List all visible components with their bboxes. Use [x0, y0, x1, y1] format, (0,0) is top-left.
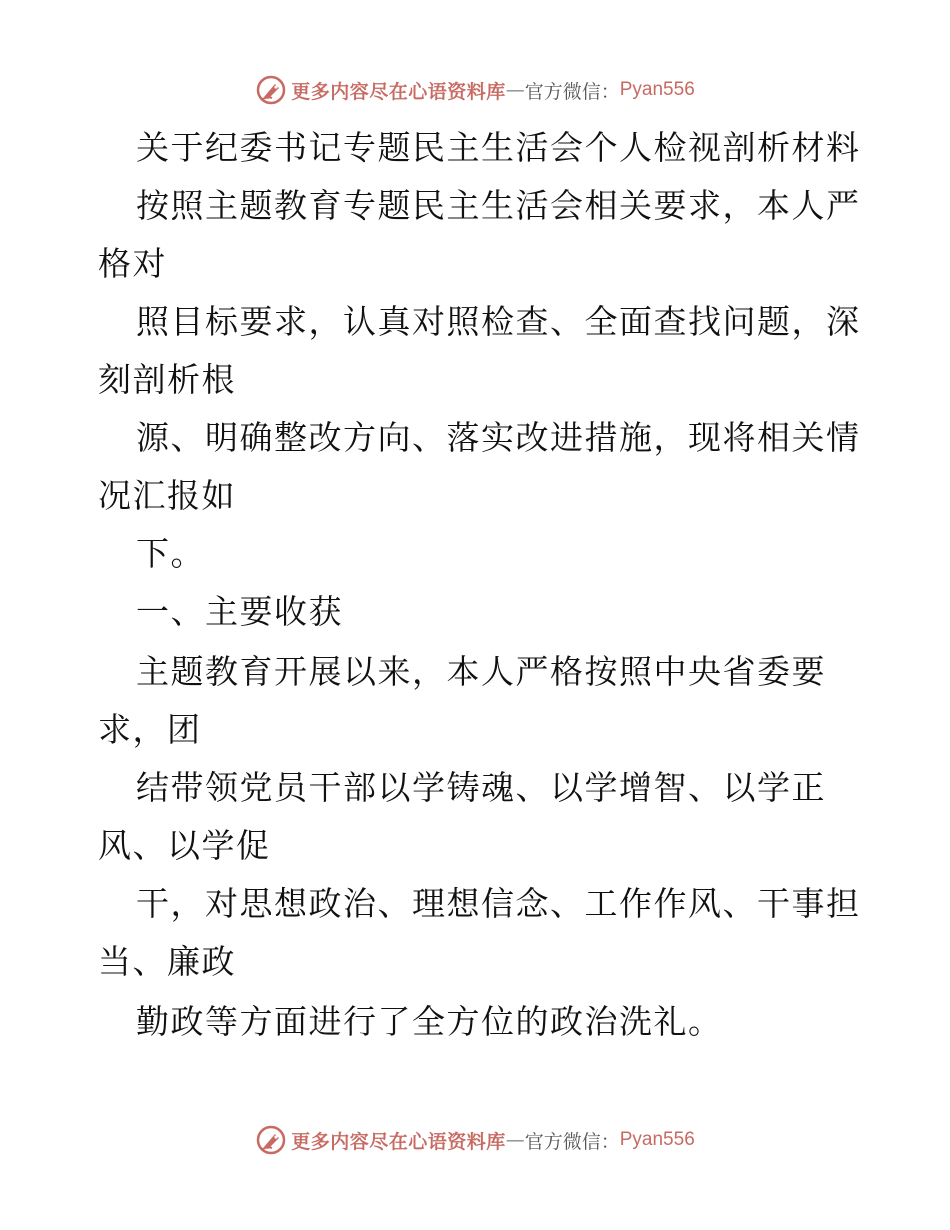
banner-dash: —: [505, 79, 525, 101]
doc-line: 格对: [98, 244, 167, 283]
banner-dash: —: [505, 1129, 525, 1151]
doc-line: 干，对思想政治、理想信念、工作作风、干事担: [136, 884, 861, 923]
doc-line: 下。: [136, 534, 205, 573]
doc-line: 刻剖析根: [98, 360, 236, 399]
doc-line: 当、廉政: [98, 942, 236, 981]
doc-line: 结带领党员干部以学铸魂、以学增智、以学正: [136, 768, 826, 807]
header-watermark-banner: [0, 70, 950, 110]
doc-line: 求，团: [98, 710, 202, 749]
doc-line: 风、以学促: [98, 826, 271, 865]
banner-sub-text: 官方微信：: [524, 1130, 620, 1153]
banner-sub-text: 官方微信：: [524, 80, 620, 103]
banner-main-text: 更多内容尽在心语资料库: [291, 80, 506, 103]
section-heading: 一、主要收获: [136, 592, 343, 631]
banner-wechat-id: Pyan556: [619, 79, 695, 100]
doc-line: 源、明确整改方向、落实改进措施，现将相关情: [136, 418, 861, 457]
footer-watermark-banner: [0, 1120, 950, 1160]
pen-nib-logo-icon: [255, 74, 287, 106]
banner-main-text: 更多内容尽在心语资料库: [291, 1130, 506, 1153]
doc-line: 主题教育开展以来，本人严格按照中央省委要: [136, 652, 826, 691]
doc-line: 按照主题教育专题民主生活会相关要求，本人严: [136, 186, 861, 225]
doc-line: 勤政等方面进行了全方位的政治洗礼。: [136, 1002, 723, 1041]
document-title: 关于纪委书记专题民主生活会个人检视剖析材料: [136, 128, 861, 167]
doc-line: 况汇报如: [98, 476, 236, 515]
banner-wechat-id: Pyan556: [619, 1129, 695, 1150]
doc-line: 照目标要求，认真对照检查、全面查找问题，深: [136, 302, 861, 341]
pen-nib-logo-icon: [255, 1124, 287, 1156]
